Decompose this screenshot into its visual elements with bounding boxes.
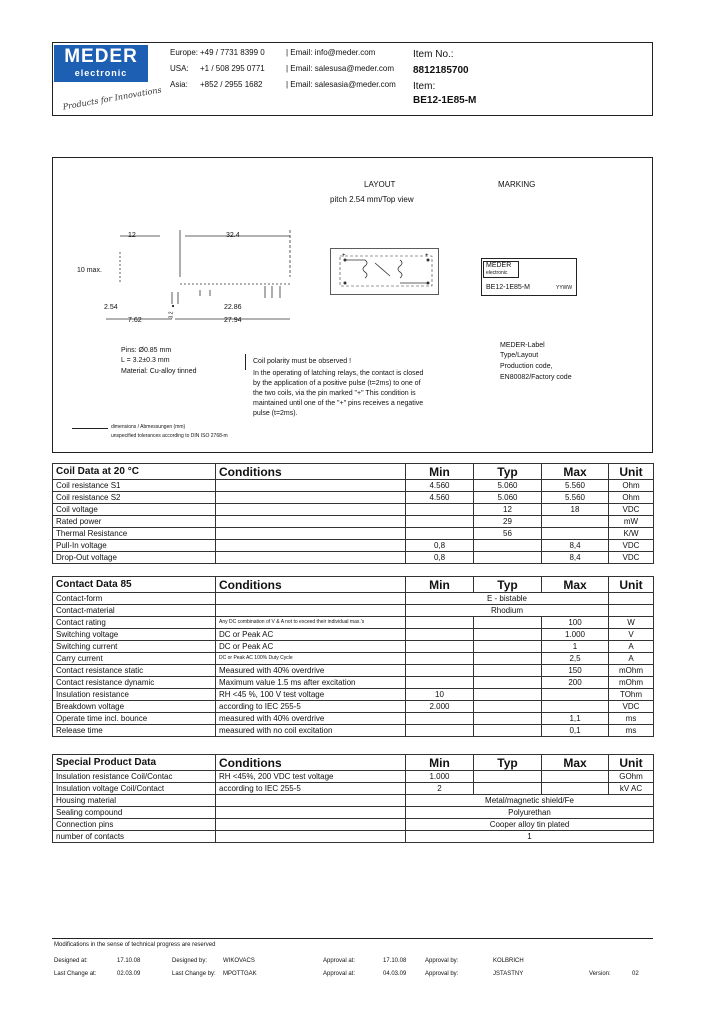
value-span-cell: Polyurethan: [406, 807, 654, 819]
layout-diagram: [330, 248, 440, 296]
table-header-row: [53, 464, 654, 480]
column-header: Typ: [474, 577, 542, 593]
conditions-cell: [216, 492, 406, 504]
unit-cell: ms: [609, 713, 654, 725]
column-header: Min: [406, 464, 474, 480]
approval2-by-label: Approval by:: [425, 971, 459, 977]
max-cell: 5.560: [542, 480, 609, 492]
approval-by-value: KOLBRICH: [493, 958, 524, 964]
table-row: [53, 480, 654, 492]
conditions-cell: [216, 831, 406, 843]
table-row: [53, 771, 654, 783]
typ-cell: [474, 641, 542, 653]
value-span-cell: Cooper alloy tin plated: [406, 819, 654, 831]
column-header: Conditions: [216, 577, 406, 593]
last-change-at-value: 02.03.09: [117, 971, 141, 977]
max-cell: 8,4: [542, 552, 609, 564]
contact-asia-region: Asia:: [170, 80, 188, 89]
typ-cell: [474, 713, 542, 725]
table-row: [53, 492, 654, 504]
table-row: [53, 605, 654, 617]
param-cell: Thermal Resistance: [53, 528, 216, 540]
value-span-cell: E - bistable: [406, 593, 609, 605]
min-cell: [406, 641, 474, 653]
unit-cell: VDC: [609, 540, 654, 552]
param-cell: Connection pins: [53, 819, 216, 831]
typ-cell: [474, 617, 542, 629]
item-value: BE12-1E85-M: [413, 95, 477, 106]
unit-cell: VDC: [609, 504, 654, 516]
approval2-at-label: Approval at:: [323, 971, 356, 977]
param-cell: Housing material: [53, 795, 216, 807]
param-cell: Coil voltage: [53, 504, 216, 516]
unit-cell: GOhm: [609, 771, 654, 783]
approval-at-value: 17.10.08: [383, 958, 407, 964]
conditions-cell: [216, 605, 406, 617]
unit-cell: mOhm: [609, 677, 654, 689]
conditions-cell: RH <45%, 200 VDC test voltage: [216, 771, 406, 783]
column-header: Min: [406, 577, 474, 593]
table-row: [53, 593, 654, 605]
param-cell: Contact-material: [53, 605, 216, 617]
param-cell: Insulation resistance: [53, 689, 216, 701]
conditions-cell: measured with 40% overdrive: [216, 713, 406, 725]
contact-europe-phone: +49 / 7731 8399 0: [200, 48, 265, 57]
polarity-line-3: the two coils, via the pin marked "+" This condition is: [253, 390, 416, 397]
column-header: Unit: [609, 755, 654, 771]
param-cell: Contact rating: [53, 617, 216, 629]
min-cell: [406, 677, 474, 689]
table-header-row: [53, 577, 654, 593]
max-cell: 0,1: [542, 725, 609, 737]
table-row: [53, 713, 654, 725]
conditions-cell: Any DC combination of V & A not to exceed their individual max.'s: [216, 617, 406, 629]
min-cell: [406, 725, 474, 737]
contact-usa-phone: +1 / 508 295 0771: [200, 64, 265, 73]
max-cell: 200: [542, 677, 609, 689]
param-cell: Operate time incl. bounce: [53, 713, 216, 725]
table-row: [53, 783, 654, 795]
min-cell: 2.000: [406, 701, 474, 713]
typ-cell: [474, 783, 542, 795]
conditions-cell: [216, 540, 406, 552]
coil-data-table: [52, 463, 654, 564]
last-change-at-label: Last Change at:: [54, 971, 97, 977]
max-cell: [542, 528, 609, 540]
conditions-cell: [216, 819, 406, 831]
param-cell: Release time: [53, 725, 216, 737]
table-row: [53, 528, 654, 540]
dim-22-86: 22.86: [224, 304, 242, 311]
last-change-by-value: MPOTTGAK: [223, 971, 257, 977]
typ-cell: [474, 540, 542, 552]
marking-yyww: YYWW: [556, 285, 573, 291]
item-no-value: 8812185700: [413, 65, 469, 76]
polarity-line-2: by the application of a positive pulse (t=2ms) to one of: [253, 380, 421, 387]
contact-asia-phone: +852 / 2955 1682: [200, 80, 263, 89]
footer-note: Modifications in the sense of technical progress are reserved: [54, 942, 216, 948]
column-header: Typ: [474, 755, 542, 771]
typ-cell: [474, 653, 542, 665]
table-row: [53, 807, 654, 819]
polarity-bracket: [245, 354, 246, 370]
typ-cell: [474, 629, 542, 641]
conditions-cell: [216, 795, 406, 807]
max-cell: 8,4: [542, 540, 609, 552]
svg-text:+: +: [342, 253, 346, 259]
param-cell: number of contacts: [53, 831, 216, 843]
value-span-cell: Rhodium: [406, 605, 609, 617]
min-cell: [406, 617, 474, 629]
dim-10-max: 10 max.: [77, 267, 102, 274]
marking-logo-2: electronic: [486, 270, 508, 276]
table-row: [53, 629, 654, 641]
unit-cell: mW: [609, 516, 654, 528]
footer-rule: [52, 938, 653, 939]
min-cell: 0,8: [406, 540, 474, 552]
min-cell: 1.000: [406, 771, 474, 783]
max-cell: 2,5: [542, 653, 609, 665]
layout-title: LAYOUT: [364, 180, 396, 189]
param-cell: Coil resistance S2: [53, 492, 216, 504]
conditions-cell: measured with no coil excitation: [216, 725, 406, 737]
typ-cell: [474, 689, 542, 701]
table-row: [53, 617, 654, 629]
version-label: Version:: [589, 971, 611, 977]
max-cell: [542, 689, 609, 701]
typ-cell: 56: [474, 528, 542, 540]
min-cell: [406, 528, 474, 540]
column-header: Min: [406, 755, 474, 771]
column-header: Coil Data at 20 °C: [53, 464, 216, 480]
unit-cell: W: [609, 617, 654, 629]
dim-32-4: 32.4: [226, 232, 240, 239]
contact-data-table: [52, 576, 654, 737]
contact-europe-email: | Email: info@meder.com: [286, 48, 376, 57]
conditions-cell: RH <45 %, 100 V test voltage: [216, 689, 406, 701]
max-cell: 1,1: [542, 713, 609, 725]
param-cell: Contact resistance static: [53, 665, 216, 677]
conditions-cell: [216, 516, 406, 528]
unit-cell: Ohm: [609, 480, 654, 492]
unit-cell: mOhm: [609, 665, 654, 677]
min-cell: [406, 629, 474, 641]
contact-asia-email: | Email: salesasia@meder.com: [286, 80, 396, 89]
conditions-cell: according to IEC 255-5: [216, 783, 406, 795]
polarity-line-5: pulse (t=2ms).: [253, 410, 298, 417]
typ-cell: 5.060: [474, 492, 542, 504]
logo-text-top: MEDER: [64, 46, 138, 67]
table-row: [53, 831, 654, 843]
svg-text:+: +: [425, 253, 429, 259]
unit-cell: ms: [609, 725, 654, 737]
dim-2-54: 2.54: [104, 304, 118, 311]
table-row: [53, 701, 654, 713]
min-cell: [406, 713, 474, 725]
dim-12: 12: [128, 232, 136, 239]
unit-cell: VDC: [609, 552, 654, 564]
designed-at-label: Designed at:: [54, 958, 88, 964]
unit-cell: [609, 593, 654, 605]
marking-note-4: EN80082/Factory code: [500, 374, 572, 381]
column-header: Unit: [609, 577, 654, 593]
column-header: Typ: [474, 464, 542, 480]
typ-cell: [474, 665, 542, 677]
designed-by-value: WIKOVACS: [223, 958, 255, 964]
max-cell: 100: [542, 617, 609, 629]
conditions-cell: [216, 593, 406, 605]
marking-code: BE12-1E85-M: [486, 284, 530, 291]
min-cell: [406, 653, 474, 665]
param-cell: Switching voltage: [53, 629, 216, 641]
conditions-cell: according to IEC 255-5: [216, 701, 406, 713]
typ-cell: [474, 677, 542, 689]
dim-27-94: 27.94: [224, 317, 242, 324]
polarity-line-4: maintained until one of the "+" pins receives a negative: [253, 400, 424, 407]
min-cell: 4.560: [406, 480, 474, 492]
legend-tolerances: unspecified tolerances according to DIN ISO 2768-m: [111, 433, 228, 439]
marking-note-1: MEDER-Label: [500, 342, 545, 349]
max-cell: 150: [542, 665, 609, 677]
marking-note-3: Production code,: [500, 363, 553, 370]
contact-europe-region: Europe:: [170, 48, 199, 57]
min-cell: 10: [406, 689, 474, 701]
table-row: [53, 677, 654, 689]
dimension-drawing: [60, 222, 300, 332]
layout-subtitle: pitch 2.54 mm/Top view: [330, 195, 414, 204]
marking-title: MARKING: [498, 180, 536, 189]
special-product-table: [52, 754, 654, 843]
unit-cell: K/W: [609, 528, 654, 540]
logo-text-bottom: electronic: [74, 68, 128, 78]
max-cell: 1: [542, 641, 609, 653]
unit-cell: A: [609, 653, 654, 665]
typ-cell: 5.060: [474, 480, 542, 492]
param-cell: Insulation voltage Coil/Contact: [53, 783, 216, 795]
approval2-by-value: JSTASTNY: [493, 971, 524, 977]
tagline-signature: Products for Innovations: [61, 85, 163, 112]
param-cell: Contact resistance dynamic: [53, 677, 216, 689]
min-cell: 0,8: [406, 552, 474, 564]
unit-cell: V: [609, 629, 654, 641]
max-cell: [542, 516, 609, 528]
conditions-cell: [216, 552, 406, 564]
max-cell: 1.000: [542, 629, 609, 641]
length-spec: L = 3.2±0.3 mm: [121, 357, 170, 364]
typ-cell: 12: [474, 504, 542, 516]
max-cell: [542, 783, 609, 795]
typ-cell: [474, 701, 542, 713]
min-cell: 2: [406, 783, 474, 795]
max-cell: [542, 771, 609, 783]
table-row: [53, 689, 654, 701]
approval-at-label: Approval at:: [323, 958, 356, 964]
unit-cell: kV AC: [609, 783, 654, 795]
column-header: Max: [542, 464, 609, 480]
conditions-cell: [216, 807, 406, 819]
max-cell: 5.560: [542, 492, 609, 504]
typ-cell: 29: [474, 516, 542, 528]
contact-usa-region: USA:: [170, 64, 189, 73]
item-no-label: Item No.:: [413, 49, 454, 60]
table-row: [53, 641, 654, 653]
column-header: Max: [542, 577, 609, 593]
conditions-cell: DC or Peak AC: [216, 641, 406, 653]
table-row: [53, 725, 654, 737]
last-change-by-label: Last Change by:: [172, 971, 216, 977]
unit-cell: A: [609, 641, 654, 653]
min-cell: [406, 516, 474, 528]
polarity-line-1: In the operating of latching relays, the contact is closed: [253, 370, 424, 377]
table-header-row: [53, 755, 654, 771]
min-cell: [406, 665, 474, 677]
param-cell: Switching current: [53, 641, 216, 653]
conditions-cell: [216, 504, 406, 516]
approval2-at-value: 04.03.09: [383, 971, 407, 977]
param-cell: Pull-In voltage: [53, 540, 216, 552]
unit-cell: Ohm: [609, 492, 654, 504]
approval-by-label: Approval by:: [425, 958, 459, 964]
column-header: Conditions: [216, 464, 406, 480]
legend-line: [72, 428, 108, 429]
min-cell: 4.560: [406, 492, 474, 504]
version-value: 02: [632, 971, 639, 977]
conditions-cell: [216, 480, 406, 492]
table-row: [53, 516, 654, 528]
max-cell: 18: [542, 504, 609, 516]
table-row: [53, 665, 654, 677]
contact-usa-email: | Email: salesusa@meder.com: [286, 64, 395, 73]
conditions-cell: Maximum value 1.5 ms after excitation: [216, 677, 406, 689]
param-cell: Carry current: [53, 653, 216, 665]
param-cell: Rated power: [53, 516, 216, 528]
dim-7-62: 7.62: [128, 317, 142, 324]
material-spec: Material: Cu-alloy tinned: [121, 368, 197, 375]
column-header: Max: [542, 755, 609, 771]
param-cell: Coil resistance S1: [53, 480, 216, 492]
table-row: [53, 795, 654, 807]
dim-3-2: 3.2: [168, 311, 175, 319]
param-cell: Breakdown voltage: [53, 701, 216, 713]
max-cell: [542, 701, 609, 713]
typ-cell: [474, 552, 542, 564]
unit-cell: [609, 605, 654, 617]
marking-note-2: Type/Layout: [500, 352, 539, 359]
param-cell: Insulation resistance Coil/Contac: [53, 771, 216, 783]
param-cell: Sealing compound: [53, 807, 216, 819]
table-row: [53, 819, 654, 831]
table-row: [53, 552, 654, 564]
table-row: [53, 653, 654, 665]
min-cell: [406, 504, 474, 516]
table-row: [53, 540, 654, 552]
unit-cell: TOhm: [609, 689, 654, 701]
marking-logo-1: MEDER: [486, 262, 512, 269]
legend-dimensions: dimensions / Abmessungen (mm): [111, 424, 186, 430]
column-header: Unit: [609, 464, 654, 480]
pins-spec: Pins: Ø0.85 mm: [121, 347, 172, 354]
meder-logo: [54, 45, 148, 82]
conditions-cell: DC or Peak AC 100% Duty Cycle: [216, 653, 406, 665]
param-cell: Drop-Out voltage: [53, 552, 216, 564]
conditions-cell: DC or Peak AC: [216, 629, 406, 641]
param-cell: Contact-form: [53, 593, 216, 605]
value-span-cell: 1: [406, 831, 654, 843]
item-label: Item:: [413, 81, 436, 92]
value-span-cell: Metal/magnetic shield/Fe: [406, 795, 654, 807]
unit-cell: VDC: [609, 701, 654, 713]
table-row: [53, 504, 654, 516]
conditions-cell: [216, 528, 406, 540]
typ-cell: [474, 725, 542, 737]
conditions-cell: Measured with 40% overdrive: [216, 665, 406, 677]
polarity-title: Coil polarity must be observed !: [253, 358, 352, 365]
designed-at-value: 17.10.08: [117, 958, 141, 964]
designed-by-label: Designed by:: [172, 958, 208, 964]
column-header: Conditions: [216, 755, 406, 771]
column-header: Contact Data 85: [53, 577, 216, 593]
typ-cell: [474, 771, 542, 783]
column-header: Special Product Data: [53, 755, 216, 771]
